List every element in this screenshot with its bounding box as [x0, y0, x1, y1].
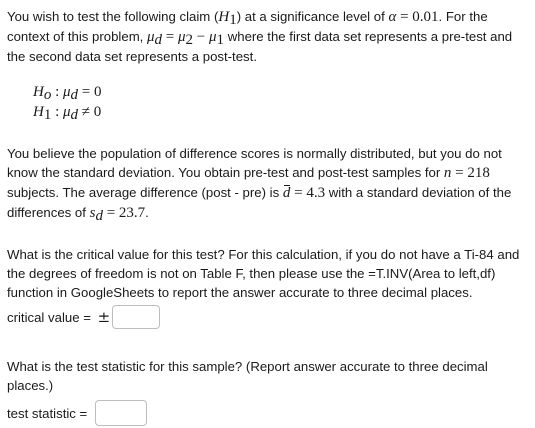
h0-colon: :	[51, 84, 64, 100]
intro-text-2: ) at a significance level of	[236, 9, 385, 24]
intro-paragraph	[7, 7, 529, 66]
d-bar-equals: =	[290, 185, 307, 201]
sample-text-3: with a standard deviation of the differences of	[7, 185, 512, 220]
n-value: 218	[467, 165, 490, 181]
mu-equals: =	[162, 29, 179, 45]
sd-value: 23.7	[118, 205, 146, 221]
h1-subscript: 1	[43, 107, 52, 123]
h1-mu: μ	[63, 104, 71, 120]
sample-text-4: .	[145, 205, 149, 220]
test-statistic-label: test statistic =	[7, 405, 91, 421]
critical-value-input[interactable]	[112, 305, 160, 329]
sd-symbol: s	[89, 205, 96, 221]
d-bar-value: 4.3	[306, 185, 326, 201]
intro-text-1: You wish to test the following claim (	[7, 9, 219, 24]
test-statistic-input[interactable]	[95, 400, 147, 426]
claim-h-subscript: 1	[229, 12, 237, 28]
h1-value: 0	[93, 104, 102, 120]
critical-value-label: critical value =	[7, 309, 95, 325]
n-equals: =	[451, 165, 468, 181]
alpha-equals: =	[396, 9, 413, 25]
sample-text-2: subjects. The average difference (post - pre) is	[7, 185, 280, 200]
mu-2-symbol: μ	[178, 29, 186, 45]
sample-text-1: You believe the population of difference scores is normally distributed, but you do not know the standard deviation. You obtain pre-test and post-test samples for	[7, 146, 502, 180]
sd-subscript: d	[95, 208, 103, 224]
problem-content	[7, 7, 529, 428]
critical-value-question: What is the critical value for this test? For this calculation, if you do not have a Ti-84 and the degrees of freedom is not on Table F, then please use the =T.INV(Area to left,df) function in GoogleSheets to report the answer accurate to three decimal places.	[7, 247, 520, 300]
h0-mu: μ	[63, 84, 71, 100]
intro-text-4: where the first data set represents a pre-test and the second data set represents a post-test.	[7, 29, 513, 64]
mu-d-subscript: d	[154, 32, 163, 48]
sample-paragraph	[7, 144, 529, 223]
plus-minus-sign: ±	[97, 308, 111, 326]
h1-colon: :	[51, 104, 64, 120]
critical-value-row	[7, 302, 529, 332]
h1-relation: ≠	[78, 104, 94, 120]
claim-h-symbol: H	[218, 9, 230, 25]
h1-mu-subscript: d	[70, 107, 79, 123]
mu-d-symbol: μ	[147, 29, 155, 45]
sd-equals: =	[102, 205, 119, 221]
d-bar-symbol: d	[282, 185, 291, 201]
test-statistic-question: What is the test statistic for this sample? (Report answer accurate to three decimal places.)	[7, 359, 488, 393]
h0-value: 0	[94, 84, 102, 100]
mu-2-subscript: 2	[185, 32, 194, 48]
hypotheses-block	[33, 82, 529, 122]
n-symbol: n	[443, 165, 452, 181]
alpha-value: 0.01	[412, 9, 439, 25]
h0-subscript: o	[43, 87, 52, 103]
intro-text-3: . For the context of this problem,	[7, 9, 488, 44]
h0-symbol: H	[33, 84, 44, 100]
alternative-hypothesis	[33, 102, 529, 122]
h1-symbol: H	[33, 104, 44, 120]
alpha-symbol: α	[388, 9, 397, 25]
h0-relation: =	[78, 84, 95, 100]
test-statistic-row	[7, 398, 529, 428]
mu-1-symbol: μ	[209, 29, 217, 45]
mu-1-subscript: 1	[216, 32, 225, 48]
null-hypothesis	[33, 82, 529, 102]
mu-minus: −	[193, 29, 210, 45]
h0-mu-subscript: d	[70, 87, 79, 103]
